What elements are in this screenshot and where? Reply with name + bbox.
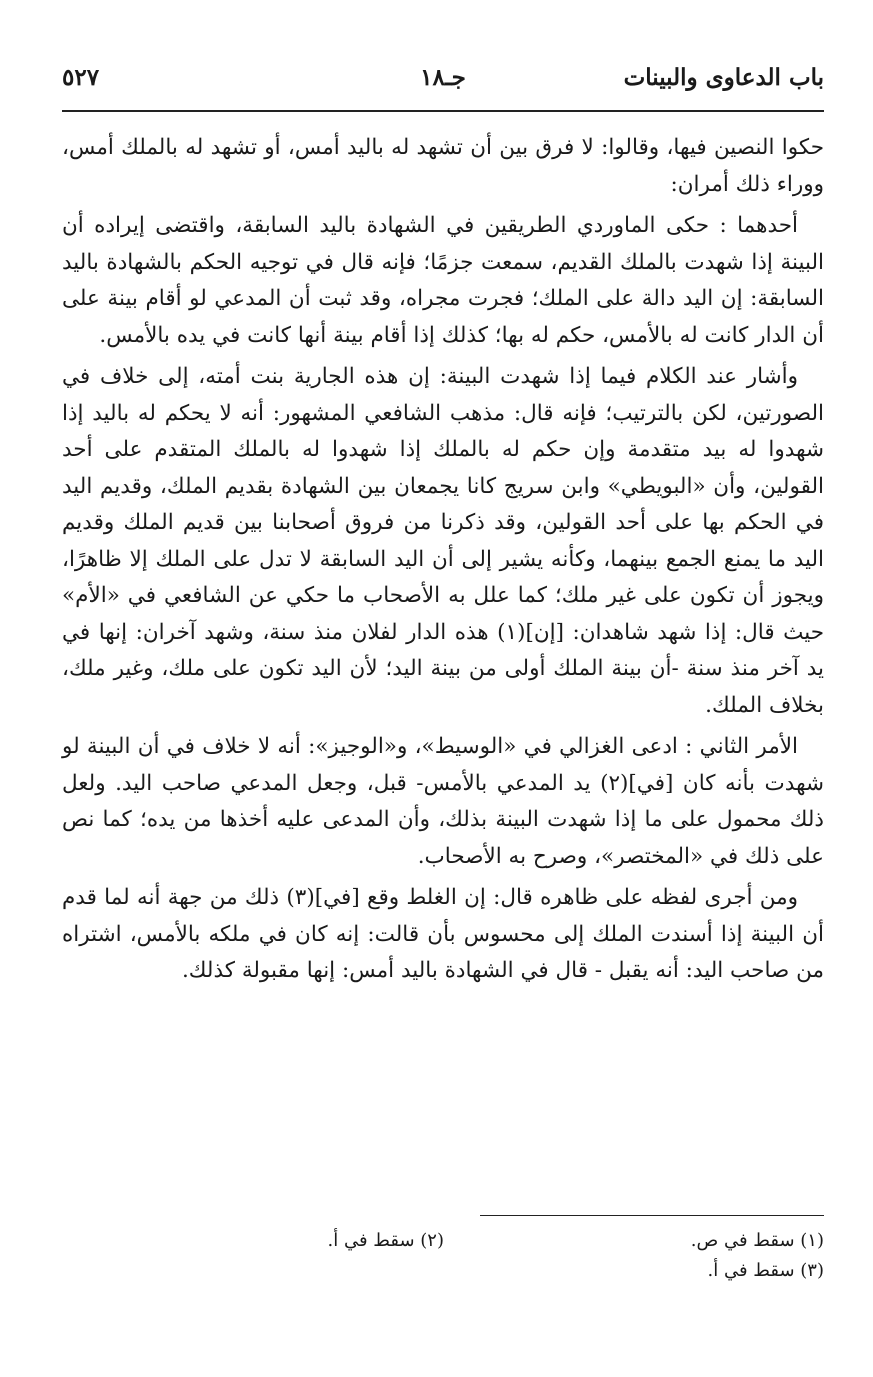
paragraph: ومن أجرى لفظه على ظاهره قال: إن الغلط وقع [في](٣) ذلك من جهة أنه لما قدم أن البينة إذا أسندت الملك إلى محسوس بأن قالت: إنه كان في ملكه بالأمس، اشتراه من صاحب اليد: أنه يقبل - قال في الشهادة باليد أمس: إنها مقبولة كذلك.	[62, 885, 824, 983]
footnote-divider	[480, 1215, 824, 1216]
main-text	[62, 130, 824, 995]
footnotes	[62, 1226, 824, 1286]
paragraph: وأشار عند الكلام فيما إذا شهدت البينة: إن هذه الجارية بنت أمته، إلى خلاف في الصورتين، لكن بالترتيب؛ فإنه قال: مذهب الشافعي المشهور: أنه لا يحكم له باليد إذا شهدوا له بيد متقدمة وإن حكم له بالملك إذا شهدوا له بالملك المتقدم على أحد القولين، وأن «البويطي» وابن سريج كانا يجمعان بين الشهادة بقديم الملك، وقديم اليد في الحكم بها على أحد القولين، وقد ذكرنا من فروق أصحابنا بين قديم الملك وقديم اليد ما يمنع الجمع بينهما، وكأنه يشير إلى أن اليد السابقة لا تدل على الملك إلا ظاهرًا، ويجوز أن تكون على غير ملك؛ كما علل به الأصحاب ما حكي عن الشافعي في «الأم» حيث قال: إذا شهد شاهدان: [إن](١) هذه الدار لفلان منذ سنة، وشهد آخران: إنها في يد آخر منذ سنة -أن بينة الملك أولى من بينة اليد؛ لأن اليد تكون على ملك، وغير ملك، بخلاف الملك.	[62, 364, 824, 718]
chapter-title: باب الدعاوى والبينات	[623, 64, 824, 91]
paragraph: الأمر الثاني : ادعى الغزالي في «الوسيط»، و«الوجيز»: أنه لا خلاف في أن البينة لو شهدت بأنه كان [في](٢) يد المدعي بالأمس- قبل، وجعل المدعي صاحب اليد. ولعل ذلك محمول على ما إذا شهدت البينة بذلك، وأن المدعى عليه أخذها من يده؛ كما نص على ذلك في «المختصر»، وصرح به الأصحاب.	[62, 734, 824, 869]
paragraph: أحدهما : حكى الماوردي الطريقين في الشهادة باليد السابقة، واقتضى إيراده أن البينة إذا شهدت بالملك القديم، سمعت جزمًا؛ فإنه قال في توجيه الحكم بالشهادة باليد السابقة: إن اليد دالة على الملك؛ فجرت مجراه، وقد ثبت أن المدعي لو أقام بينة على أن الدار كانت له بالأمس، حكم له بها؛ كذلك إذا أقام بينة أنها كانت في يده بالأمس.	[62, 213, 824, 348]
footnote-2: (٢) سقط في أ.	[327, 1230, 444, 1251]
footnote-3: (٣) سقط في أ.	[707, 1260, 824, 1281]
header-divider	[62, 110, 824, 112]
volume-number: جـ١٨	[420, 64, 466, 91]
running-header	[62, 60, 824, 104]
paragraph: حكوا النصين فيها، وقالوا: لا فرق بين أن تشهد له باليد أمس، أو تشهد له بالملك أمس، ووراء ذلك أمران:	[62, 135, 824, 197]
footnote-1: (١) سقط في ص.	[690, 1230, 824, 1251]
page-number: ٥٢٧	[62, 64, 100, 91]
